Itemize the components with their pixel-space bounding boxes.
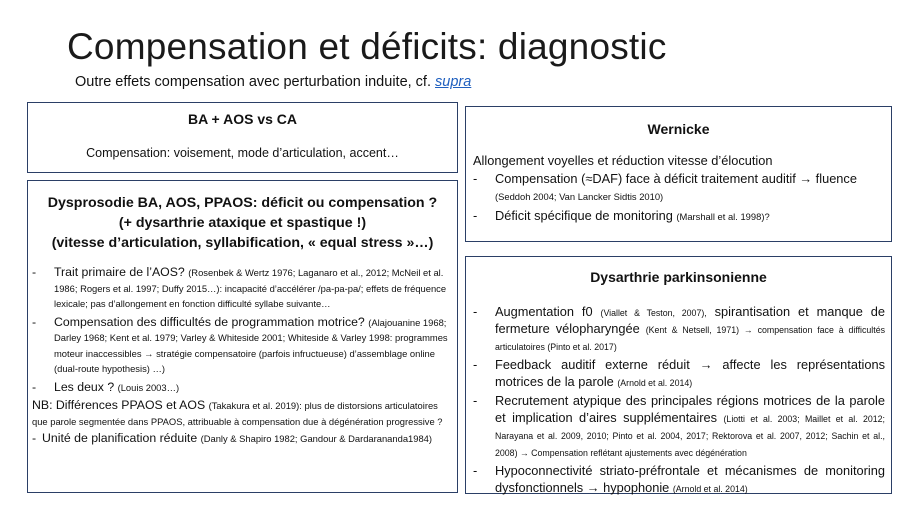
box-dysprosodie	[27, 180, 458, 493]
item-text: Trait primaire de l’AOS?	[54, 265, 185, 279]
item-note: (Danly & Shapiro 1982; Gandour & Dardarananda1984)	[200, 433, 433, 444]
item-text: Unité de planification réduite	[42, 431, 198, 445]
bullet-dash: -	[473, 171, 478, 186]
header-line: (+ dysarthrie ataxique et spastique !)	[118, 215, 367, 231]
list-item	[473, 303, 885, 354]
item-note: (Arnold et al. 2014)	[672, 484, 748, 494]
bullet-dash: -	[473, 463, 478, 478]
bullet-dash: -	[473, 357, 478, 372]
item-note: (Rosenbek & Wertz 1976; Laganaro et al., 2012; McNeil et al. 1986; Rogers et al. 1997; Duffy 2015…): incapacité d’accélérer /pa-pa-pa/; effets de fréquence lexicale; pas d’allongement en fonction difficulté syllabe suivante…	[54, 267, 447, 309]
box-parkinson	[465, 256, 892, 494]
list-item	[473, 170, 885, 204]
slide-title: Compensation et déficits: diagnostic	[67, 26, 667, 67]
box-ba-aos-vs-ca	[27, 102, 458, 173]
bullet-dash: -	[32, 265, 37, 279]
item-note: (Viallet & Teston, 2007),	[600, 308, 707, 318]
item-note: (Marshall et al. 1998)?	[676, 211, 770, 222]
list-item	[473, 462, 885, 496]
item-text: Hypoconnectivité striato-préfrontale et mécanismes de monitoring dysfonctionnels → hypophonie	[495, 463, 885, 495]
list-item	[32, 265, 451, 312]
item-text: Recrutement atypique des principales régions motrices de la parole et implication d’aires supplémentaires	[495, 393, 885, 425]
nb-note	[32, 398, 451, 429]
item-note: (Louis 2003…)	[117, 381, 180, 393]
box-wernicke-header: Wernicke	[647, 121, 710, 137]
header-line: (vitesse d’articulation, syllabification, « equal stress »…)	[51, 235, 434, 251]
item-text: Feedback auditif externe réduit → affecte les représentations motrices de la parole	[495, 357, 885, 389]
box-ba-header: BA + AOS vs CA	[187, 111, 298, 127]
dysprosodie-list	[32, 265, 451, 395]
item-note: (Seddoh 2004; Van Lancker Sidtis 2010)	[495, 191, 664, 202]
list-item	[32, 380, 451, 396]
list-item	[32, 315, 451, 377]
dysprosodie-list-last	[32, 431, 451, 447]
bullet-dash: -	[32, 379, 37, 394]
list-item	[473, 207, 885, 224]
bullet-dash: -	[32, 314, 37, 329]
item-text: Les deux ?	[54, 379, 115, 394]
slide-subtitle	[75, 74, 471, 90]
bullet-dash: -	[473, 208, 478, 223]
subtitle-text: Outre effets compensation avec perturbation induite, cf.	[75, 74, 431, 90]
item-text: spirantisation et manque de fermeture vélopharyngée	[495, 304, 885, 336]
bullet-dash: -	[32, 431, 37, 445]
wernicke-intro: Allongement voyelles et réduction vitesse d’élocution	[473, 153, 773, 168]
box-dysprosodie-header	[28, 193, 457, 253]
box-ba-compensation: Compensation: voisement, mode d’articulation, accent…	[86, 146, 399, 160]
list-item	[473, 356, 885, 390]
item-note: (Alajouanine 1968; Darley 1968; Kent et al. 1979; Varley & Whiteside 2001; Whiteside & Varley 1998: programmes moteur inaccessibles → stratégie compensatoire (parfois infructueuse) d’assemblage online (dual-route hypothesis) …)	[54, 316, 448, 374]
nb-label: NB: Différences PPAOS et AOS	[32, 398, 206, 412]
bullet-dash: -	[473, 393, 478, 408]
box-wernicke	[465, 106, 892, 242]
item-text: Augmentation f0	[495, 304, 593, 319]
nb-reference: (Takakura et al. 2019): plus de distorsions articulatoires que parole segmentée dans PPAOS, attribuable à compensation due à dégénération progressive ?	[32, 400, 443, 427]
supra-link[interactable]: supra	[435, 74, 472, 90]
wernicke-list	[473, 170, 885, 224]
box-parkinson-header: Dysarthrie parkinsonienne	[590, 269, 767, 285]
item-text: Compensation (≈DAF) face à déficit traitement auditif → fluence	[495, 171, 857, 186]
item-note: (Arnold et al. 2014)	[617, 378, 693, 388]
list-item	[32, 431, 451, 447]
item-text: Compensation des difficultés de programmation motrice?	[54, 314, 365, 329]
item-note: (Liotti et al. 2003; Maillet et al. 2012; Narayana et al. 2009, 2010; Pinto et al. 2004, 2017; Rektorova et al. 2007, 2012; Sachin et al., 2008) → Compensation reflétant ajustements avec dégénération	[495, 414, 886, 458]
item-note: (Kent & Netsell, 1971) → compensation face à difficultés articulatoires (Pinto et al. 2017)	[495, 325, 885, 352]
parkinson-list	[473, 303, 885, 496]
list-item	[473, 392, 885, 460]
header-line: Dysprosodie BA, AOS, PPAOS: déficit ou compensation ?	[47, 195, 438, 211]
item-text: Déficit spécifique de monitoring	[495, 208, 673, 223]
bullet-dash: -	[473, 304, 478, 319]
